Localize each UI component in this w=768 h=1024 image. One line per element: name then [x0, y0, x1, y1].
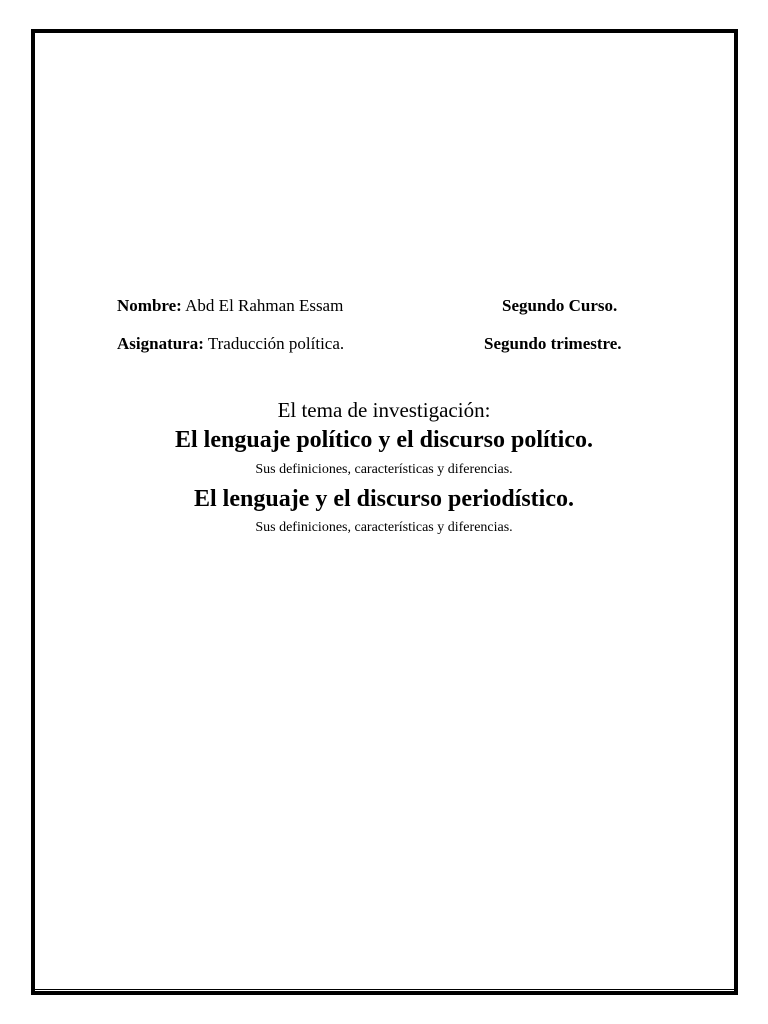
term-text: Segundo trimestre.: [484, 334, 622, 353]
topic-intro: El tema de investigación:: [277, 398, 491, 422]
page-border-bottom-line: [31, 989, 738, 990]
topic-subtitle-political: Sus definiciones, características y diferencias.: [255, 462, 513, 477]
subject-value: Traducción política.: [207, 334, 345, 353]
subject-field: [117, 334, 344, 354]
subject-label: Asignatura:: [117, 334, 204, 353]
topic-heading-political: El lenguaje político y el discurso político.: [175, 427, 593, 453]
name-value: Abd El Rahman Essam: [185, 296, 344, 315]
topic-subtitle-journalistic: Sus definiciones, características y diferencias.: [255, 520, 513, 535]
course-text: Segundo Curso.: [502, 296, 618, 315]
topic-heading-journalistic: El lenguaje y el discurso periodístico.: [194, 486, 574, 512]
name-label: Nombre:: [117, 296, 182, 315]
name-field: [117, 296, 343, 316]
